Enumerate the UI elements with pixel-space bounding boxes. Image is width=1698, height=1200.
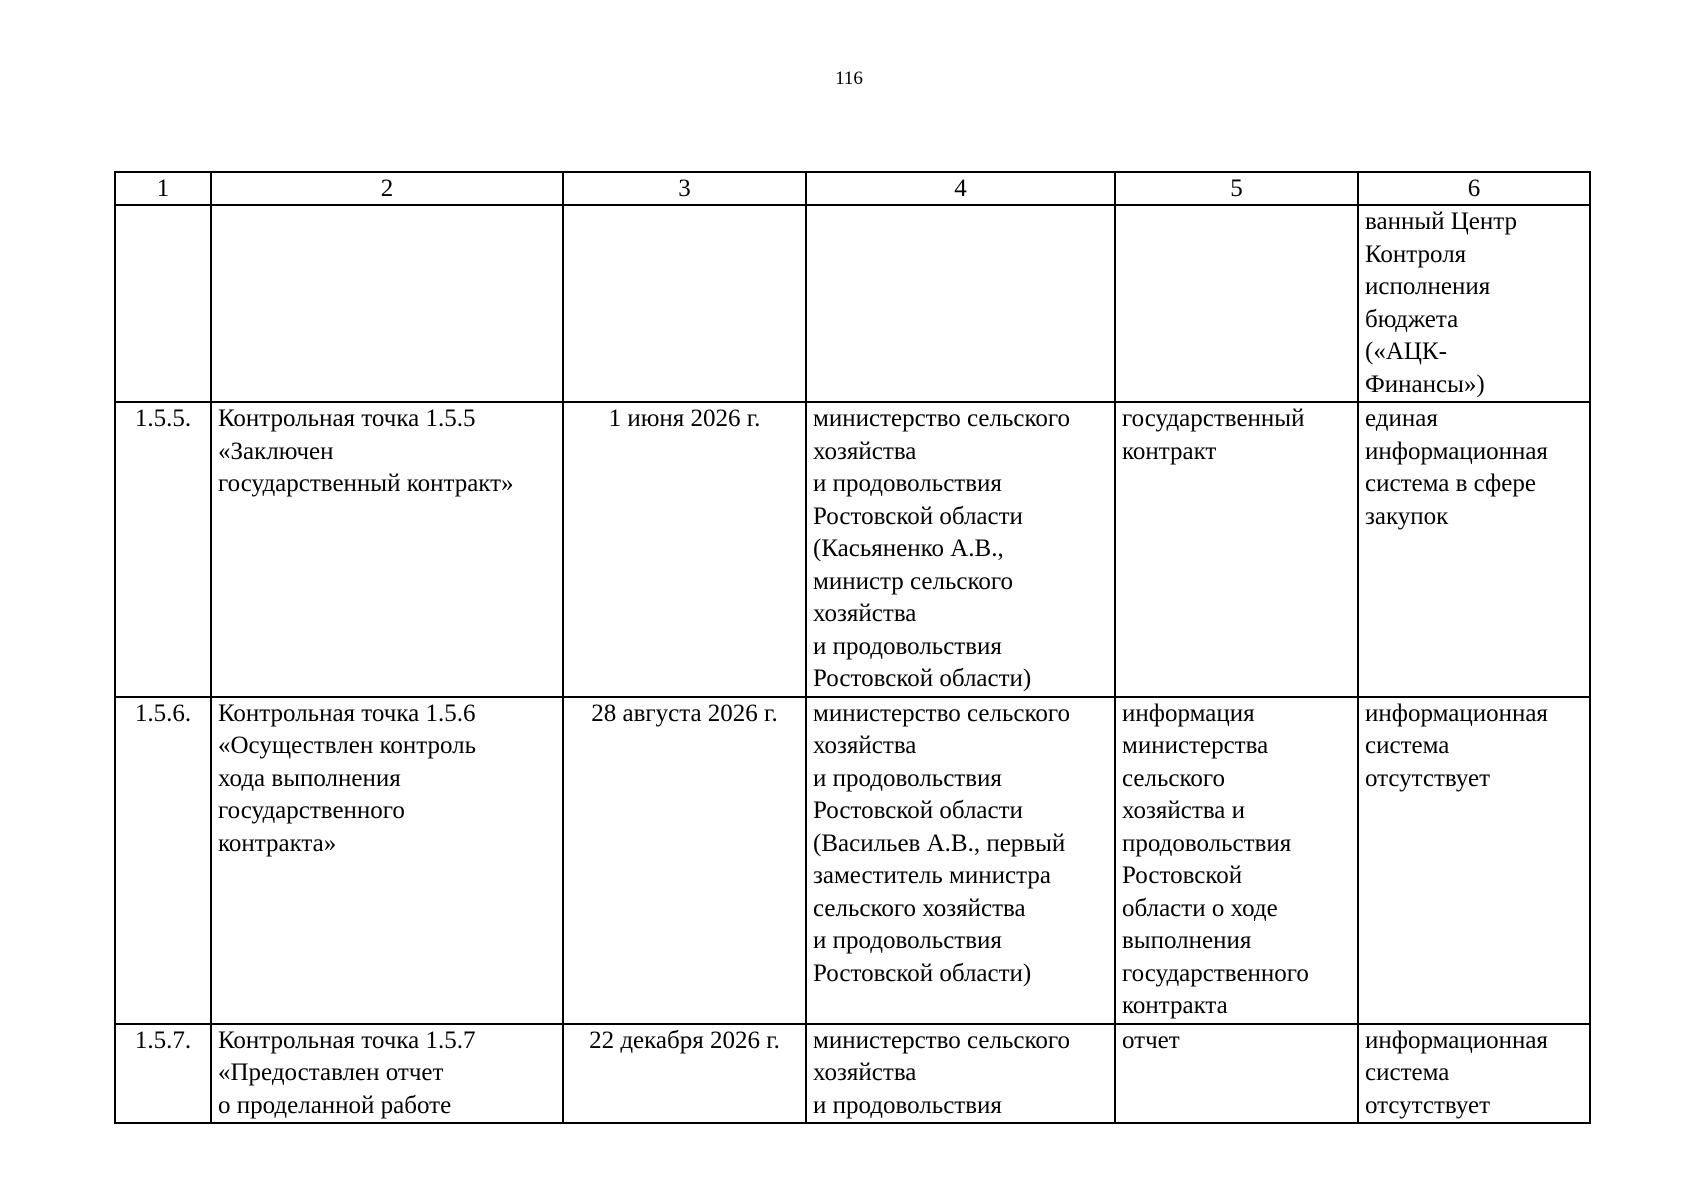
table-row	[115, 1024, 1590, 1124]
row-number-cell: 1.5.7.	[115, 1024, 211, 1124]
system-cell: ванный Центр Контроля исполнения бюджета («АЦК- Финансы»)	[1358, 205, 1590, 402]
row-number-cell: 1.5.5.	[115, 402, 211, 697]
system-cell: единая информационная система в сфере закупок	[1358, 402, 1590, 697]
system-cell: информационная система отсутствует	[1358, 1024, 1590, 1124]
column-header: 3	[563, 172, 806, 205]
table-row	[115, 205, 1590, 402]
column-header: 2	[211, 172, 563, 205]
row-number-cell: 1.5.6.	[115, 697, 211, 1024]
system-cell: информационная система отсутствует	[1358, 697, 1590, 1024]
table-row	[115, 697, 1590, 1024]
responsible-cell	[806, 205, 1115, 402]
date-cell: 28 августа 2026 г.	[563, 697, 806, 1024]
date-cell: 22 декабря 2026 г.	[563, 1024, 806, 1124]
event-cell: Контрольная точка 1.5.5 «Заключен государственный контракт»	[211, 402, 563, 697]
document-cell: государственный контракт	[1115, 402, 1358, 697]
column-header: 6	[1358, 172, 1590, 205]
event-cell	[211, 205, 563, 402]
responsible-cell: министерство сельского хозяйства и продовольствия Ростовской области (Касьяненко А.В., министр сельского хозяйства и продовольствия Ростовской области)	[806, 402, 1115, 697]
column-header: 5	[1115, 172, 1358, 205]
date-cell: 1 июня 2026 г.	[563, 402, 806, 697]
table-row	[115, 402, 1590, 697]
document-cell: информация министерства сельского хозяйства и продовольствия Ростовской области о ходе выполнения государственного контракта	[1115, 697, 1358, 1024]
row-number-cell	[115, 205, 211, 402]
document-cell: отчет	[1115, 1024, 1358, 1124]
responsible-cell: министерство сельского хозяйства и продовольствия	[806, 1024, 1115, 1124]
event-cell: Контрольная точка 1.5.7 «Предоставлен отчет о проделанной работе	[211, 1024, 563, 1124]
document-cell	[1115, 205, 1358, 402]
table-header-row	[115, 172, 1590, 205]
column-header: 4	[806, 172, 1115, 205]
column-header: 1	[115, 172, 211, 205]
responsible-cell: министерство сельского хозяйства и продовольствия Ростовской области (Васильев А.В., первый заместитель министра сельского хозяйства и продовольствия Ростовской области)	[806, 697, 1115, 1024]
page-number: 116	[835, 68, 863, 89]
date-cell	[563, 205, 806, 402]
event-cell: Контрольная точка 1.5.6 «Осуществлен контроль хода выполнения государственного контракта»	[211, 697, 563, 1024]
control-points-table	[114, 171, 1591, 1124]
